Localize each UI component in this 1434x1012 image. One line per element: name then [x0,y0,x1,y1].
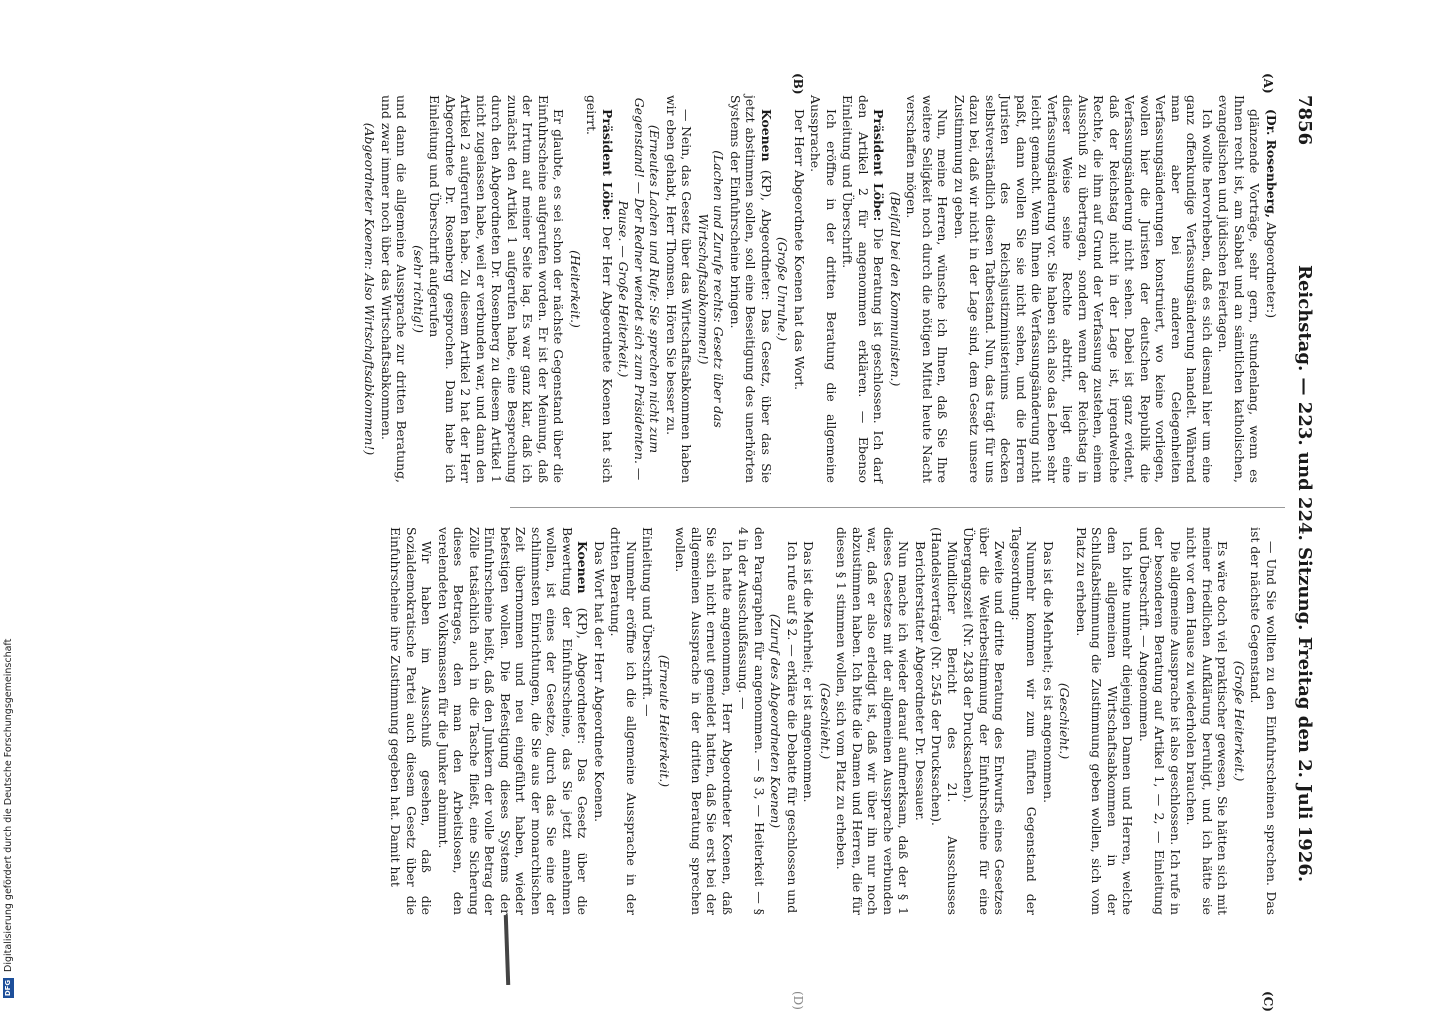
body-paragraph: Das ist die Mehrheit; es ist angenommen. [1041,541,1056,804]
right-text-column [387,527,1279,915]
body-paragraph: Das ist die Mehrheit; er ist angenommen. [801,541,817,803]
body-paragraph: Einleitung und Überschrift. — [640,527,656,717]
body-paragraph: Zweite und dritte Beratung des Entwurfs eines Gesetzes über die Weiterbestimmung der Einfuhrscheine für eine Übergangszeit (Nr. 2438 der Drucksachen). [961,527,1008,915]
body-paragraph: Das Wort hat der Herr Abgeordnete Koenen. [592,541,607,823]
body-paragraph: den Paragraphen für angenommen. — § 3, — Heiterkeit — § 4 in der Ausschußfassung. — [736,527,767,915]
speech-text: Der Herr Abgeordnete Koenen hat sich geirrt. [584,95,615,483]
body-paragraph: Ich bitte nunmehr diejenigen Damen und Herren, welche dem allgemeinen Wirtschaftsabkommen in der Schlußabstimmung die Zustimmung geben wollen, sich vom Platz zu erheben. [1074,527,1136,915]
body-paragraph: Nunmehr kommen wir zum fünften Gegenstand der Tagesordnung: [1009,527,1040,915]
speech-text: Abgeordneter:) [1264,218,1279,319]
body-paragraph: Er glaubte, es sei schon der nächste Gegenstand über die Einfuhrscheine aufgerufen worden. Er ist der Meinung, daß der Irrtum auf meiner Seite lag. Es war ganz klar, daß ich zunächst den Artikel 1 aufgerufen habe, eine Besprechung durch den Abgeordneten Dr. Rosenberg zu diesem Artikel 1 nicht zugelassen habe, weil er verbunden war, und dann den Artikel 2 aufgerufen habe. Zu diesem Artikel 2 hat der Herr Abgeordnete Dr. Rosenberg gesprochen. Dann habe ich Einleitung und Überschrift aufgerufen [427,95,567,483]
body-paragraph: Ich hatte angenommen, Herr Abgeordneter Koenen, daß Sie sich nicht erneut gemeldet hatten, daß Sie erst bei der allgemeinen Aussprache in der dritten Beratung sprechen wollen. [673,527,735,915]
body-paragraph: — Nein, das Gesetz über das Wirtschaftsabkommen haben wir eben gehabt, Herr Thomsen. Hören Sie besser zu. [664,95,695,483]
body-paragraph: Nun, meine Herren, wünsche ich Ihnen, daß Sie Ihre weitere Seligkeit noch durch die nötigen Mittel heute Nacht verschaffen mögen. [904,95,951,483]
body-paragraph: Ich rufe auf § 2. — erkläre die Debatte für geschlossen und [785,541,800,914]
speaker-paragraph [436,527,591,915]
margin-marker-a: (A) [1261,73,1275,94]
speaker-paragraph [584,95,615,483]
body-paragraph: Ich wollte hervorheben, daß es sich diesmal hier um eine ganz offenkundige Verfassungsänderung handelt. Während man aber bei anderen Gelegenheiten Verfassungsänderungen konstruiert, wo keine vorliegen, wollen hier die Juristen der deutschen Republik die Verfassungsänderung nicht sehen. Dabei ist ganz evident, daß der Reichstag nicht in der Lage ist, irgendwelche Rechte, die ihm auf Grund der Verfassung zustehen, einem Ausschuß zu übertragen, sondern wenn der Reichstag in dieser Weise seine Rechte abtritt, liegt eine Verfassungsänderung vor. Sie haben sich also das Leben sehr leicht gemacht. Wenn Ihnen die Verfassungsänderung nicht paßt, dann wollen Sie sie nicht sehen, und die Herren Juristen des Reichsjustizministeriums decken selbstverständlich diesen Tatbestand. Nun, das trägt für uns dazu bei, daß wir nicht in der Lage sind, dem Gesetz unsere Zustimmung zu geben. [952,95,1215,483]
speaker-name: Präsident Löbe: [600,109,615,221]
speaker-paragraph [1264,95,1280,483]
dfg-logo-icon: DFG [4,979,12,997]
stage-direction: (Lachen und Zurufe rechts: Gesetz über das Wirtschaftsabkommen!) [696,150,727,428]
speaker-paragraph [840,95,887,483]
margin-marker-c: (C) [1261,991,1275,1012]
stage-direction: (Abgeordneter Koenen: Also Wirtschaftsabkommen!) [362,122,378,456]
stage-direction: (Heiterkeit.) [568,250,583,328]
stage-direction: (Große Heiterkeit.) [1232,660,1247,782]
body-paragraph: und dann die allgemeine Aussprache zur dritten Beratung, und zwar immer noch über das Wirtschaftsabkommen. [379,95,410,483]
scanned-page [97,73,1317,1012]
stage-direction: (sehr richtig!) [411,245,426,333]
body-paragraph: Mündlicher Bericht des 21. Ausschusses (Handelsverträge) (Nr. 2545 der Drucksachen). [929,527,960,915]
stage-direction: (Zuruf des Abgeordneten Koenen) [768,613,784,829]
speaker-name: Koenen [575,541,591,594]
speaker-paragraph [728,95,775,483]
body-paragraph: Ich eröffne in der dritten Beratung die allgemeine Aussprache. [808,95,839,483]
left-text-column [361,95,1279,483]
digitization-credit-text: Digitalisierung gefördert durch die Deutsche Forschungsgemeinschaft [3,638,14,972]
body-paragraph: Berichterstatter Abgeordneter Dr. Dessauer. [913,541,928,821]
stage-direction: (Geschieht.) [818,682,833,760]
speech-text: (KP), Abgeordneter: Das Gesetz, über das Sie jetzt abstimmen sollen, soll eine Beseitigung des unerhörten Systems der Einfuhrscheine bringen. [728,95,774,483]
body-paragraph: Wir haben im Ausschuß gesehen, daß die Sozialdemokratische Partei auch diesem Gesetz über die Einfuhrscheine ihre Zustimmung gegeben hat. Damit hat [388,527,435,915]
body-paragraph: Nun mache ich wieder darauf aufmerksam, daß der § 1 dieses Gesetzes mit der allgemeinen Aussprache verbunden war, daß er also erledigt ist, daß wir über ihn nur noch abzustimmen haben. Ich bitte die Damen und Herren, die für diesen § 1 stimmen wollen, sich vom Platz zu erheben. [834,527,912,915]
speaker-name: Präsident Löbe: [871,109,887,222]
speaker-name: Koenen [759,109,774,162]
column-divider [510,507,1285,508]
body-paragraph: Es wäre doch viel praktischer gewesen, Sie hätten sich mit meiner friedlichen Aufklärung beruhigt, und ich hätte sie nicht vor dem Hause zu wiederholen brauchen. [1184,527,1231,915]
speech-text: (KP), Abgeordneter: Das Gesetz über die Bewertung der Einfuhrscheine, das Sie jetzt annehmen wollen, ist eines der Gesetze, durch das Sie eine der schlimmsten Einrichtungen, die Sie aus der monarchischen Zeit übernommen und neu eingeführt haben, wieder befestigen wollen. Die Befestigung dieses Systems der Einfuhrscheine heißt, daß den Junkern der volle Betrag der Zölle tatsächlich auch in die Tasche fließt, eine Sicherung dieses Betrages, den man den Arbeitslosen, den verelendeten Volksmassen für die Junker abnimmt. [436,527,591,915]
speaker-name: (Dr. Rosenberg, [1264,109,1279,219]
stage-direction: (Erneutes Lachen und Rufe: Sie sprechen nicht zum Gegenstand! — Der Redner wendet sich zum Präsidenten. — Pause. — Große Heiterkeit.) [616,97,663,481]
body-paragraph: Die allgemeine Aussprache ist also geschlossen. Ich rufe in der besonderen Beratung auf Artikel 1, — 2, — Einleitung und Überschrift. — Angenommen. [1137,527,1183,915]
ink-smudge [504,915,510,985]
stage-direction: (Große Unruhe.) [775,236,791,342]
body-paragraph: Der Herr Abgeordnete Koenen hat das Wort. [792,109,807,391]
margin-marker-b: (B) [791,73,805,95]
body-paragraph: — Und Sie wollten zu den Einfuhrscheinen sprechen. Das ist der nächste Gegenstand. [1248,527,1279,915]
page-number: 7856 [1294,95,1315,146]
stage-direction: (Geschieht.) [1057,682,1073,760]
page-header [1287,95,1317,985]
body-paragraph: glänzende Vorträge, sehr gern, stundenlang, wenn es Ihnen recht ist, am Sabbat und an sämtlichen katholischen, evangelischen und jüdischen Feiertagen. [1216,95,1263,483]
digitization-credit [3,0,27,1000]
speech-text: Die Beratung ist geschlossen. Ich darf den Artikel 2 für angenommen erklären. — Ebenso Einleitung und Überschrift. [840,95,887,484]
stage-direction: (Beifall bei den Kommunisten.) [888,191,903,387]
page-title: Reichstag. — 223. und 224. Sitzung. Freitag den 2. Juli 1926. [1294,265,1315,883]
stage-direction: (Erneute Heiterkeit.) [657,654,672,788]
margin-marker-d: (D) [791,991,805,1010]
body-paragraph: Nunmehr eröffne ich die allgemeine Aussprache in der dritten Beratung. [608,527,639,915]
